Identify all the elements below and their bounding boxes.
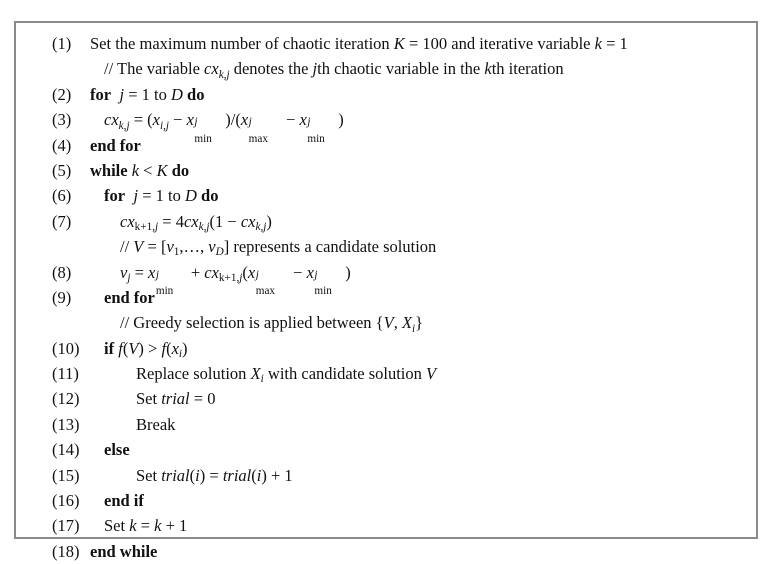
line-content: Set the maximum number of chaotic iteration K = 100 and iterative variable k = 1 [90, 34, 628, 53]
pseudocode-line [52, 412, 748, 437]
line-content: end for [104, 287, 155, 307]
pseudocode-line [52, 488, 748, 513]
line-number: (3) [52, 110, 72, 130]
pseudocode-line [52, 463, 748, 488]
line-content: if $f(V) > f(x_i)$ [104, 338, 188, 361]
line-content: $v_j = x$ j min + $cx_{k+1,j}(x$ j max − x j min ) [120, 262, 351, 298]
line-number: (15) [52, 465, 80, 485]
line-content: Set trial = 0 [136, 389, 216, 409]
line-number: (14) [52, 440, 80, 460]
pseudocode-line [52, 437, 748, 462]
line-number: (17) [52, 516, 80, 536]
line-number: (16) [52, 491, 80, 511]
line-content: end while [90, 541, 158, 561]
line-number: (7) [52, 211, 72, 231]
line-content: Break [136, 414, 176, 434]
line-content: Set trial(i) = trial(i) + 1 [136, 465, 293, 485]
line-number: (13) [52, 414, 80, 434]
line-content: for j = 1 to D do [90, 84, 205, 104]
line-content: // The variable $cx_{k,j}$ denotes the jth chaotic variable in the kth iteration [104, 59, 564, 81]
line-content: end for [90, 135, 141, 155]
line-content: $cx_{k+1,j} = 4cx_{k,j}(1 - cx_{k,j})$ [120, 211, 272, 234]
line-number: (6) [52, 186, 72, 206]
line-number: (8) [52, 262, 72, 282]
line-number: (5) [52, 160, 72, 180]
pseudocode-line [52, 158, 748, 183]
pseudocode-comment-line [52, 234, 748, 259]
line-number: (1) [52, 34, 72, 53]
pseudocode-comment-line [52, 310, 748, 335]
pseudocode-comment-line [52, 56, 748, 81]
line-content: else [104, 440, 130, 460]
pseudocode-line [52, 82, 748, 107]
line-content: end if [104, 491, 144, 511]
pseudocode-line [52, 209, 748, 234]
pseudocode-line [52, 361, 748, 386]
line-content: $cx_{k,j} = (x_{i,j} - x$ j min )/(x j max − x j min ) [104, 110, 344, 145]
line-content: Set k = k + 1 [104, 516, 188, 536]
line-number: (10) [52, 338, 80, 358]
algorithm-pseudocode-body [52, 31, 748, 564]
line-number: (11) [52, 364, 79, 384]
algorithm-frame [14, 21, 758, 561]
line-number: (4) [52, 135, 72, 155]
pseudocode-line [52, 513, 748, 538]
line-content: for j = 1 to D do [104, 186, 219, 206]
pseudocode-line [52, 386, 748, 411]
pseudocode-line [52, 336, 748, 361]
line-number: (2) [52, 84, 72, 104]
pseudocode-line [52, 133, 748, 158]
line-content: // Greedy selection is applied between {V, $X_i$} [120, 313, 424, 335]
line-number: (9) [52, 287, 72, 307]
line-content: while k < K do [90, 160, 190, 180]
line-content: // $V = [v_1,\dots$, $v_D$] represents a candidate solution [120, 237, 437, 259]
line-number: (18) [52, 541, 80, 561]
pseudocode-line [52, 539, 748, 564]
line-content: Replace solution $X_i$ with candidate solution V [136, 364, 437, 386]
pseudocode-line [52, 31, 748, 56]
line-number: (12) [52, 389, 80, 409]
pseudocode-line [52, 183, 748, 208]
